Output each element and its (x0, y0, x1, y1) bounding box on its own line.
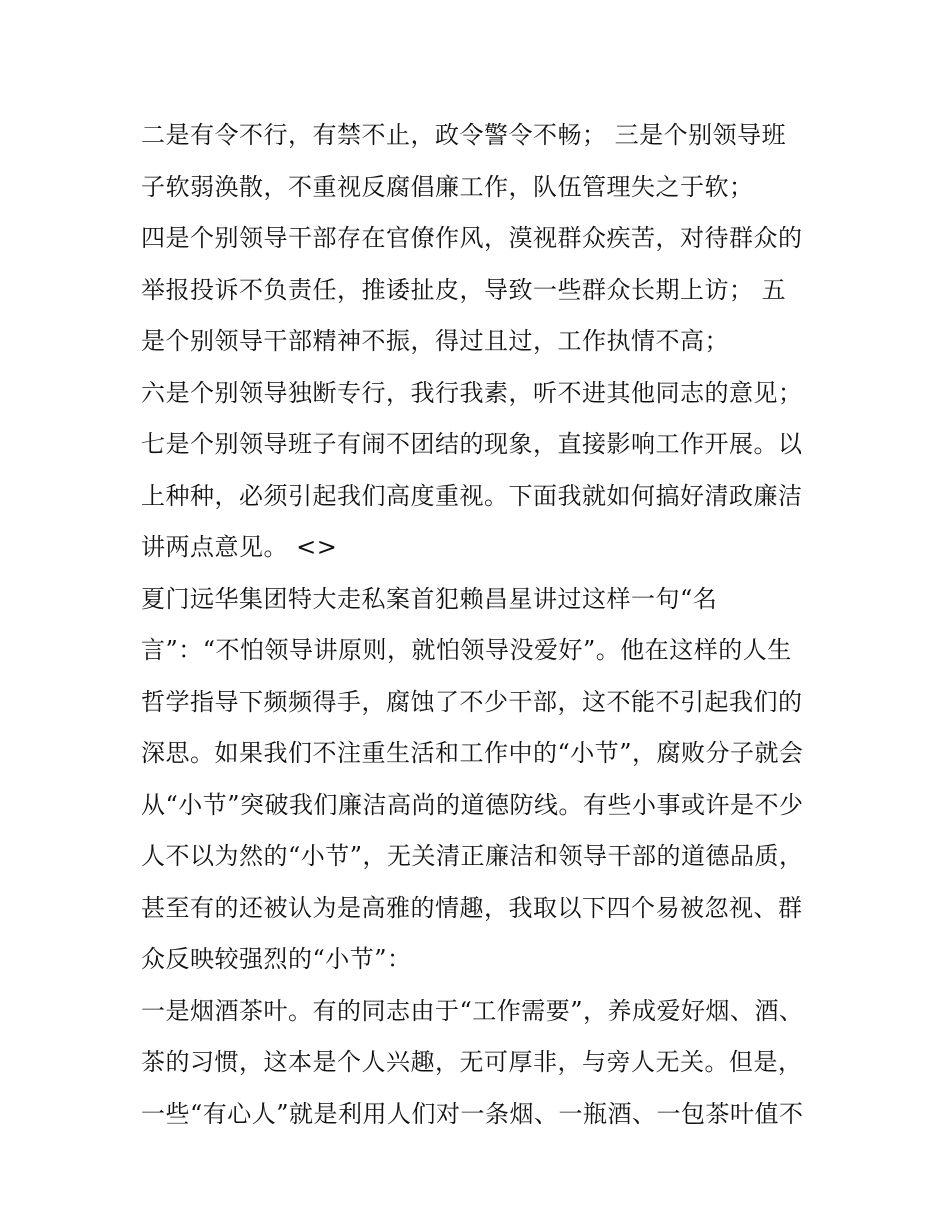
text-line: 夏门远华集团特大走私案首犯赖昌星讲过这样一句“名 (141, 584, 718, 613)
text-line: 二是有令不行，有禁不止，政令警令不畅； 三是个别领导班 (141, 121, 787, 149)
text-line: 甚至有的还被认为是高雅的情趣，我取以下四个易被忽视、群 (141, 893, 803, 922)
text-line: 深思。如果我们不注重生活和工作中的“小节”，腐败分子就会 (141, 739, 804, 767)
text-line: 人不以为然的“小节”，无关清正廉洁和领导干部的道德品质， (141, 842, 804, 870)
text-line: 讲两点意见。 <> (141, 533, 338, 561)
text-line: 茶的习惯，这本是个人兴趣，无可厚非，与旁人无关。但是， (141, 1048, 803, 1076)
text-line: 四是个别领导干部存在官僚作风，漠视群众疾苦，对待群众的 (141, 224, 803, 252)
text-line: 言”：“不怕领导讲原则，就怕领导没爱好”。他在这样的人生 (141, 636, 792, 664)
text-line: 举报投诉不负责任，推诿扯皮，导致一些群众长期上访； 五 (141, 275, 787, 304)
text-line: 一些“有心人”就是利用人们对一条烟、一瓶酒、一包茶叶值不 (141, 1099, 804, 1128)
text-line: 六是个别领导独断专行，我行我素，听不进其他同志的意见； (141, 378, 803, 407)
text-line: 哲学指导下频频得手，腐蚀了不少干部，这不能不引起我们的 (141, 687, 803, 716)
text-line: 众反映较强烈的“小节”： (141, 945, 412, 973)
text-line: 子软弱涣散，不重视反腐倡廉工作，队伍管理失之于软； (141, 172, 754, 201)
text-line: 从“小节”突破我们廉洁高尚的道德防线。有些小事或许是不少 (141, 790, 804, 819)
text-line: 上种种，必须引起我们高度重视。下面我就如何搞好清政廉洁 (141, 481, 803, 510)
body-text (141, 110, 821, 1140)
text-line: 一是烟酒茶叶。有的同志由于“工作需要”，养成爱好烟、酒、 (141, 996, 804, 1025)
text-line: 七是个别领导班子有闹不团结的现象，直接影响工作开展。以 (141, 430, 803, 458)
text-line: 是个别领导干部精神不振，得过且过，工作执情不高； (141, 327, 729, 355)
